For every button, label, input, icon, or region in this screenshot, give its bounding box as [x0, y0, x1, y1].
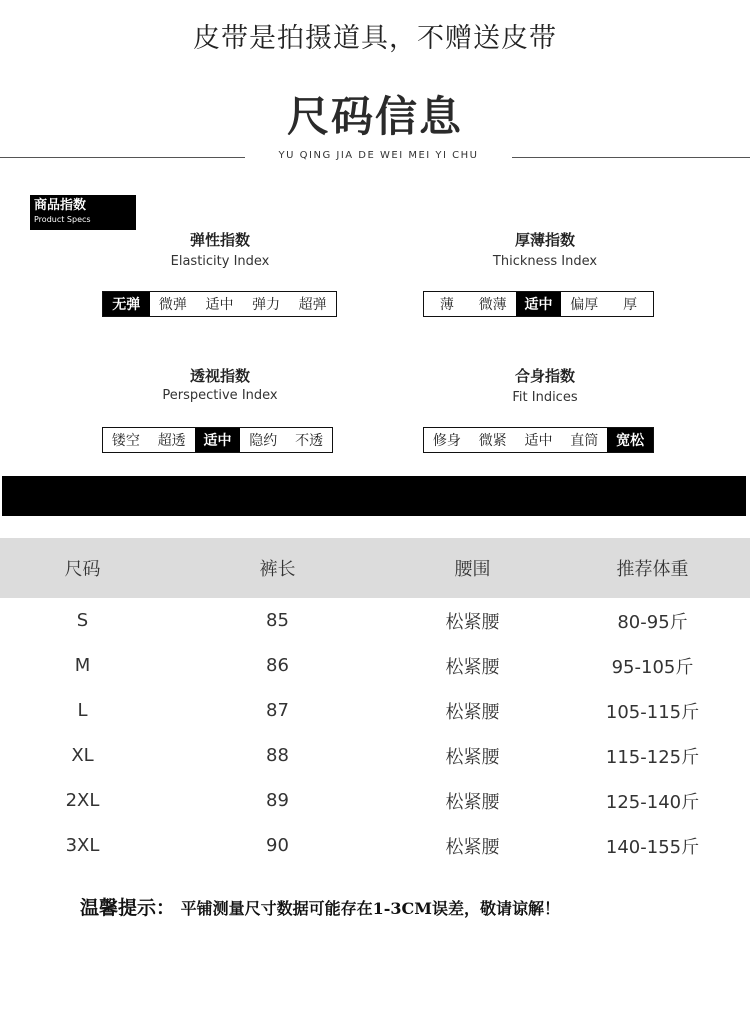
fit-subtitle: Fit Indices — [512, 390, 578, 405]
header-size: 尺码 — [64, 559, 101, 580]
elasticity-option: 适中 — [205, 297, 234, 313]
thickness-option: 适中 — [516, 292, 562, 316]
elasticity-option: 弹力 — [252, 297, 281, 313]
thickness-subtitle: Thickness Index — [492, 254, 598, 269]
cell-weight: 80-95斤 — [617, 611, 688, 633]
size-table — [0, 538, 750, 868]
cell-waist: 松紧腰 — [445, 701, 500, 723]
cell-length: 86 — [266, 655, 289, 676]
fit-option: 微紧 — [478, 433, 507, 449]
cell-length: 87 — [266, 700, 289, 721]
cell-weight: 115-125斤 — [605, 746, 700, 768]
product-specs-tag — [30, 195, 136, 230]
cell-weight: 105-115斤 — [605, 701, 700, 723]
cell-waist: 松紧腰 — [445, 836, 500, 858]
divider-right — [512, 157, 750, 158]
fit-option: 直筒 — [570, 433, 599, 449]
page-subtitle: YU QING JIA DE WEI MEI YI CHU — [278, 150, 479, 161]
fit-title: 合身指数 — [514, 367, 575, 385]
cell-size: M — [74, 655, 91, 676]
prop-notice: 皮带是拍摄道具，不赠送皮带 — [193, 23, 557, 54]
cell-length: 85 — [266, 610, 289, 631]
footnote — [80, 893, 720, 920]
elasticity-option: 微弹 — [158, 297, 187, 313]
footnote-label: 温馨提示： — [80, 897, 176, 919]
cell-waist: 松紧腰 — [445, 611, 500, 633]
thickness-option: 薄 — [439, 297, 454, 313]
elasticity-title: 弹性指数 — [189, 231, 250, 249]
table-row — [0, 778, 750, 823]
perspective-option: 适中 — [195, 428, 241, 452]
table-body — [0, 598, 750, 868]
thickness-option: 厚 — [623, 297, 638, 313]
footnote-text: 平铺测量尺寸数据可能存在1-3CM误差，敬请谅解！ — [180, 899, 560, 918]
perspective-option: 镂空 — [111, 433, 140, 449]
elasticity-option: 超弹 — [298, 297, 327, 313]
cell-size: S — [76, 610, 89, 631]
cell-weight: 140-155斤 — [605, 836, 700, 858]
table-row — [0, 688, 750, 733]
thickness-option: 微薄 — [478, 297, 507, 313]
thickness-title: 厚薄指数 — [514, 231, 575, 249]
fit-option: 宽松 — [607, 428, 653, 452]
header-length: 裤长 — [259, 559, 296, 580]
elasticity-scale — [102, 291, 337, 317]
elasticity-option: 无弹 — [103, 292, 150, 316]
fit-option: 修身 — [432, 433, 461, 449]
cell-weight: 95-105斤 — [611, 656, 694, 678]
perspective-option: 隐约 — [249, 433, 278, 449]
thickness-scale — [423, 291, 654, 317]
fit-option: 适中 — [524, 433, 553, 449]
perspective-option: 不透 — [295, 433, 324, 449]
cell-size: 2XL — [65, 790, 100, 811]
perspective-title: 透视指数 — [189, 367, 250, 385]
cell-size: XL — [71, 745, 94, 766]
specs-tag-en: Product Specs — [34, 215, 91, 224]
table-header — [0, 538, 750, 598]
divider-left — [0, 157, 245, 158]
cell-size: L — [77, 700, 88, 721]
perspective-subtitle: Perspective Index — [162, 388, 278, 403]
cell-waist: 松紧腰 — [445, 791, 500, 813]
fit-scale — [423, 427, 654, 453]
table-row — [0, 643, 750, 688]
elasticity-subtitle: Elasticity Index — [170, 254, 270, 269]
cell-length: 88 — [266, 745, 289, 766]
cell-size: 3XL — [65, 835, 100, 856]
cell-weight: 125-140斤 — [605, 791, 700, 813]
cell-waist: 松紧腰 — [445, 656, 500, 678]
header-weight: 推荐体重 — [616, 559, 689, 580]
table-row — [0, 823, 750, 868]
perspective-scale — [102, 427, 333, 453]
perspective-option: 超透 — [157, 433, 186, 449]
table-row — [0, 598, 750, 643]
header-waist: 腰围 — [454, 559, 491, 580]
thickness-option: 偏厚 — [570, 297, 599, 313]
section-divider-bar — [2, 476, 746, 516]
page-title: 尺码信息 — [286, 92, 463, 141]
table-row — [0, 733, 750, 778]
specs-tag-zh: 商品指数 — [34, 198, 87, 213]
cell-waist: 松紧腰 — [445, 746, 500, 768]
cell-length: 90 — [266, 835, 289, 856]
cell-length: 89 — [266, 790, 289, 811]
